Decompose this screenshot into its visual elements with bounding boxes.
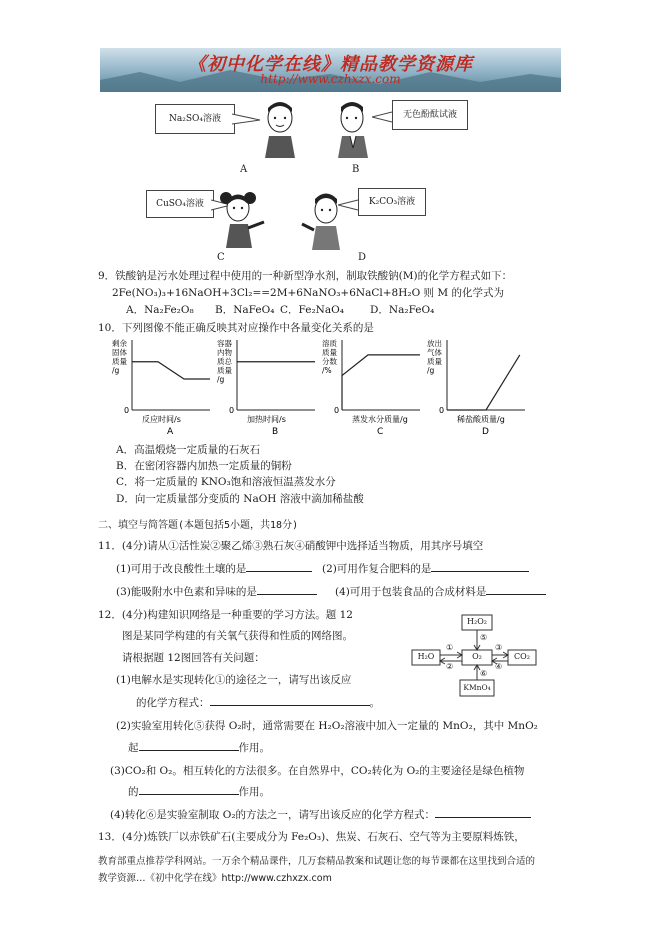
q12-part-1b: [136, 695, 380, 710]
q11-part-4-text: (4)可用于包装食品的合成材料是: [335, 586, 487, 598]
section-2-title: 二、填空与简答题(本题包括5小题，共18分): [98, 520, 299, 531]
q12-part-1a: (1)电解水是实现转化①的途径之一，请写出该反应: [116, 674, 352, 686]
chart-A-y-label-part: 剩余: [112, 339, 127, 348]
q11-part-4: [335, 584, 546, 599]
q10-option-b: B．在密闭容器内加热一定质量的铜粉: [116, 460, 292, 472]
chart-D-x-label: 稀盐酸质量/g: [457, 415, 505, 424]
q11-part-3-text: (3)能吸附水中色素和异味的是: [116, 586, 257, 598]
q12-part-2b: [128, 740, 270, 755]
chart-C-y-label-part: /%: [322, 366, 332, 375]
arrow-label-3: ③: [495, 643, 503, 652]
q11-answer-blank-1[interactable]: [246, 561, 312, 572]
q12-answer-blank-4[interactable]: [435, 807, 531, 818]
chart-A-series-line: [132, 362, 210, 379]
node-kmno4: KMnO₄: [463, 683, 491, 692]
chart-A-origin-label: 0: [124, 406, 130, 415]
chart-B-y-label-part: 质总: [217, 357, 232, 366]
q11-part-1-text: (1)可用于改良酸性土壤的是: [116, 563, 247, 575]
q11-part-1: [116, 561, 312, 576]
q12-part-2b-pre: 起: [128, 742, 139, 754]
chart-A-title: A: [167, 427, 174, 437]
speech-bubble-b: 无色酚酞试液: [392, 100, 468, 130]
chart-A-x-label: 反应时间/s: [142, 415, 181, 424]
chart-C-series-line: [342, 355, 420, 410]
chart-B-y-label-part: /g: [217, 375, 225, 384]
q12-line-1: 12．(4分)构建知识网络是一种重要的学习方法。题 12: [98, 609, 353, 621]
chart-B-title: B: [272, 427, 279, 437]
q9-option-a: A．Na₂Fe₂O₈: [126, 304, 194, 316]
site-title: 《初中化学在线》精品教学资源库: [188, 54, 473, 75]
oxygen-network-diagram: [410, 614, 550, 700]
bubble-pointer-icon: [372, 110, 394, 124]
chart-D-y-label-part: 质量: [427, 357, 442, 366]
figure-label-d: D: [358, 252, 367, 263]
q11-answer-blank-2[interactable]: [431, 561, 529, 572]
bubble-pointer-icon: [338, 198, 360, 212]
q9-option-b: B．NaFeO₄: [215, 304, 275, 316]
q12-line-3: 请根据题 12图回答有关问题：: [122, 652, 265, 664]
speech-bubble-a: Na₂SO₄溶液: [155, 104, 235, 134]
q10-charts: [110, 334, 530, 443]
q12-part-2b-post: 作用。: [238, 742, 270, 754]
chart-C-y-label-part: 溶质: [322, 339, 337, 348]
node-h2o: H₂O: [417, 652, 435, 661]
chart-B-y-label-part: 质量: [217, 366, 232, 375]
q12-part-3a: (3)CO₂和 O₂。相互转化的方法很多。在自然界中，CO₂转化为 O₂的主要途径是绿色植物: [110, 765, 525, 777]
chart-B-x-label: 加热时间/s: [247, 415, 286, 424]
arrow-label-6: ⑥: [480, 669, 488, 678]
q12-part-4: [110, 807, 531, 822]
q12-part-1b-text: 的化学方程式：: [136, 697, 210, 709]
arrow-label-4: ④: [495, 662, 503, 671]
q10-stem: 10．下列图像不能正确反映其对应操作中各量变化关系的是: [98, 322, 374, 334]
boy-cartoon-icon: [255, 100, 305, 160]
chart-D-y-label-part: /g: [427, 366, 435, 375]
figure-label-c: C: [217, 252, 225, 263]
q10-option-a: A．高温煅烧一定质量的石灰石: [116, 444, 261, 456]
q9-option-d: D．Na₂FeO₄: [370, 304, 435, 316]
man-cartoon-icon: [330, 100, 380, 160]
q12-answer-blank-2[interactable]: [139, 740, 239, 751]
chart-D-origin-label: 0: [439, 406, 445, 415]
chart-D-title: D: [482, 427, 489, 437]
node-co2: CO₂: [514, 652, 530, 661]
node-o2: O₂: [472, 652, 482, 661]
chart-C-origin-label: 0: [334, 406, 340, 415]
speech-bubble-d: K₂CO₃溶液: [358, 188, 426, 216]
site-url[interactable]: http://www.czhxzx.com: [260, 72, 401, 86]
q9-equation: 2Fe(NO₃)₃+16NaOH+3Cl₂==2M+6NaNO₃+6NaCl+8H₂O 则 M 的化学式为: [112, 287, 504, 299]
q12-part-4-text: (4)转化⑥是实验室制取 O₂的方法之一，请写出该反应的化学方程式：: [110, 809, 436, 821]
q12-answer-blank-1[interactable]: [210, 695, 370, 706]
chart-B-origin-label: 0: [229, 406, 235, 415]
node-h2o2: H₂O₂: [467, 617, 487, 626]
figure-label-a: A: [240, 164, 248, 175]
q12-part-3b-pre: 的: [128, 786, 139, 798]
q12-part-2a: (2)实验室用转化⑤获得 O₂时，通常需要在 H₂O₂溶液中加入一定量的 MnO₂，其中 MnO₂: [116, 720, 538, 732]
chart-A-y-label-part: 固体: [112, 348, 127, 357]
chart-C-y-label-part: 质量: [322, 348, 337, 357]
q9-option-c: C．Fe₂NaO₄: [280, 304, 344, 316]
q10-option-d: D．向一定质量部分变质的 NaOH 溶液中滴加稀盐酸: [116, 493, 364, 505]
q13-stem: 13．(4分)炼铁厂以赤铁矿石(主要成分为 Fe₂O₃)、焦炭、石灰石、空气等为主要原料炼铁，: [98, 831, 525, 843]
speech-bubble-c: CuSO₄溶液: [146, 190, 214, 218]
q11-part-3: [116, 584, 317, 599]
arrow-label-1: ①: [446, 643, 454, 652]
chart-D-y-label-part: 放出: [427, 339, 442, 348]
q12-answer-blank-3[interactable]: [139, 784, 239, 795]
figure-label-b: B: [352, 164, 360, 175]
q10-chart-svg: [110, 334, 530, 440]
arrow-label-2: ②: [446, 662, 454, 671]
q11-part-2: [322, 561, 529, 576]
chart-D-series-line: [447, 355, 520, 410]
girl-cartoon-icon: [212, 188, 267, 250]
q11-answer-blank-4[interactable]: [486, 584, 546, 595]
q12-line-2: 图是某同学构建的有关氧气获得和性质的网络图。: [122, 630, 353, 642]
chart-C-title: C: [377, 427, 384, 437]
q10-option-c: C．将一定质量的 KNO₃饱和溶液恒温蒸发水分: [116, 476, 336, 488]
q9-stem: 9．铁酸钠是污水处理过程中使用的一种新型净水剂，制取铁酸钠(M)的化学方程式如下：: [98, 270, 513, 282]
q12-part-3b: [128, 784, 270, 799]
q11-stem: 11．(4分)请从①活性炭②聚乙烯③熟石灰④硝酸钾中选择适当物质，用其序号填空: [98, 540, 484, 552]
header-banner: [100, 48, 561, 92]
chart-B-y-label-part: 内物: [217, 348, 232, 357]
chart-C-y-label-part: 分数: [322, 357, 337, 366]
q12-part-3b-post: 作用。: [238, 786, 270, 798]
q11-part-2-text: (2)可用作复合肥料的是: [322, 563, 432, 575]
q12-part-1b-end: 。: [369, 697, 380, 709]
footer-line-2[interactable]: 教学资源…《初中化学在线》http://www.czhxzx.com: [98, 873, 332, 884]
footer-line-1: 教育部重点推荐学科网站。一万余个精品课件，几万套精品教案和试题让您的每节课都在这里找到合适的: [98, 856, 536, 867]
chart-B-y-label-part: 容器: [217, 339, 232, 348]
chart-A-y-label-part: 质量: [112, 357, 127, 366]
q11-answer-blank-3[interactable]: [257, 584, 317, 595]
arrow-label-5: ⑤: [480, 633, 488, 642]
chart-D-y-label-part: 气体: [427, 348, 442, 357]
chart-C-x-label: 蒸发水分质量/g: [352, 415, 408, 424]
chart-A-y-label-part: /g: [112, 366, 120, 375]
